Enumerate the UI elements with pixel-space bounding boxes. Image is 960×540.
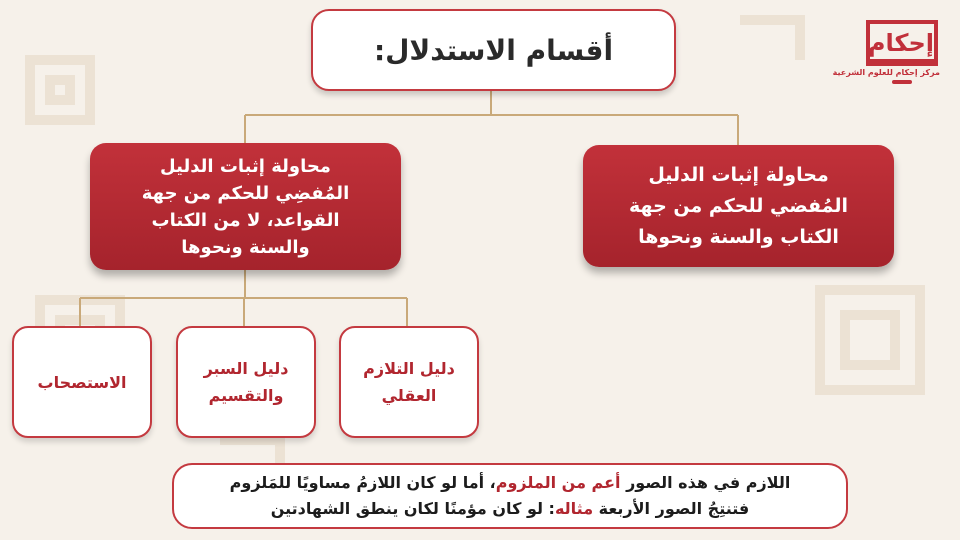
note-line-1-highlight: أعم من الملزوم bbox=[495, 473, 621, 492]
branch-left-line-1: محاولة إثبات الدليل bbox=[160, 155, 331, 177]
branch-left-line-4: والسنة ونحوها bbox=[181, 236, 310, 258]
note-line-1-part-c: ، أما لو كان اللازمُ مساويًا للمَلزوم bbox=[229, 473, 496, 492]
leaf-box-istishab bbox=[12, 326, 152, 438]
branch-right-line-1: محاولة إثبات الدليل bbox=[648, 163, 829, 186]
note-line-2-part-c: : لو كان مؤمنًا لكان ينطق الشهادتين bbox=[270, 499, 555, 518]
note-line-2-highlight: مثاله bbox=[554, 499, 594, 518]
leaf-box-probing-division bbox=[176, 326, 316, 438]
diagram-title bbox=[311, 9, 676, 91]
branch-box-right bbox=[583, 145, 894, 267]
branch-right-line-3: الكتاب والسنة ونحوها bbox=[638, 225, 839, 248]
leaf-1-line-2: العقلي bbox=[381, 386, 437, 405]
branch-right-line-2: المُفضي للحكم من جهة bbox=[629, 194, 849, 217]
diagram-title-text: أقسام الاستدلال: bbox=[373, 33, 614, 67]
branch-left-line-3: القواعد، لا من الكتاب bbox=[151, 209, 340, 231]
note-box bbox=[172, 463, 848, 529]
logo-subtitle: مركز إحكام للعلوم الشرعية bbox=[832, 68, 940, 77]
note-line-2 bbox=[230, 496, 791, 522]
leaf-1-line-1: دليل التلازم bbox=[363, 359, 455, 378]
leaf-2-line-1: دليل السبر bbox=[203, 359, 289, 378]
branch-box-left bbox=[90, 143, 401, 270]
note-line-1-part-a: اللازم في هذه الصور bbox=[620, 473, 791, 492]
leaf-box-rational-correlation bbox=[339, 326, 479, 438]
logo-mark bbox=[866, 20, 938, 66]
note-line-1 bbox=[230, 470, 791, 496]
leaf-3-line-1: الاستصحاب bbox=[37, 372, 127, 392]
logo-underline bbox=[892, 80, 912, 84]
branch-left-line-2: المُفضِي للحكم من جهة bbox=[141, 182, 350, 204]
note-line-2-part-a: فتنتِجُ الصور الأربعة bbox=[593, 499, 750, 518]
logo-mark-text: إحكام bbox=[867, 29, 934, 57]
brand-logo bbox=[832, 20, 940, 90]
leaf-2-line-2: والتقسيم bbox=[208, 386, 284, 405]
